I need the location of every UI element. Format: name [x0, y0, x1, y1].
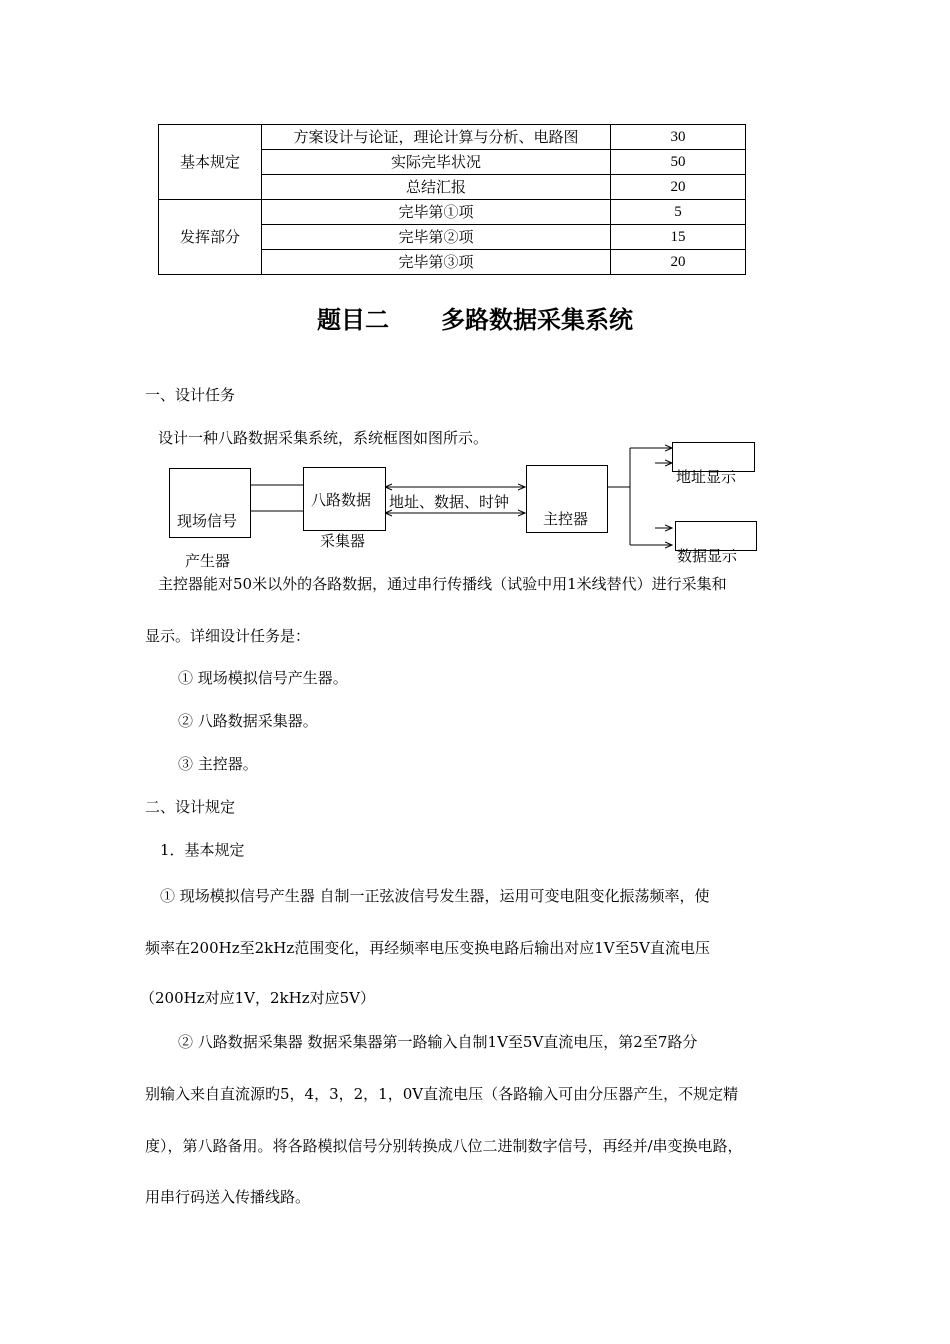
table-item-cell: 完毕第②项: [262, 225, 611, 250]
controller-label: 主控器: [543, 510, 589, 528]
table-points-cell: 20: [611, 250, 746, 275]
table-points-cell: 50: [611, 150, 746, 175]
paragraph-line: 别输入来自直流源旳5，4，3，2，1，0V直流电压（各路输入可由分压器产生，不规定精: [145, 1085, 739, 1103]
table-item-cell: 完毕第③项: [262, 250, 611, 275]
section-heading-1: 一、设计任务: [145, 386, 236, 404]
paragraph-line: 主控器能对50米以外的各路数据，通过串行传播线（试验中用1米线替代）进行采集和: [158, 575, 727, 593]
task-item: ① 现场模拟信号产生器。: [178, 669, 348, 687]
table-category-cell: 发挥部分: [159, 200, 262, 275]
collector-label: 八路数据: [311, 491, 372, 509]
data-display-label: 数据显示: [677, 547, 738, 565]
paragraph-line: 频率在200Hz至2kHz范围变化，再经频率电压变换电路后输出对应1V至5V直流电压: [145, 939, 710, 957]
address-display-label: 地址显示: [676, 468, 737, 486]
table-category-cell: 基本规定: [159, 125, 262, 200]
signal-generator-label: 现场信号: [177, 512, 238, 530]
table-points-cell: 20: [611, 175, 746, 200]
paragraph-line: 度），第八路备用。将各路模拟信号分别转换成八位二进制数字信号，再经并/串变换电路，: [145, 1137, 743, 1155]
table-points-cell: 15: [611, 225, 746, 250]
section-intro: 设计一种八路数据采集系统，系统框图如图所示。: [158, 429, 489, 447]
subheading: 1．基本规定: [160, 841, 245, 859]
task-item: ③ 主控器。: [178, 755, 258, 773]
signal-generator-label-2: 产生器: [185, 552, 231, 570]
paragraph-line: ② 八路数据采集器 数据采集器第一路输入自制1V至5V直流电压，第2至7路分: [178, 1033, 698, 1051]
title-part-2: 多路数据采集系统: [441, 306, 633, 334]
table-item-cell: 实际完毕状况: [262, 150, 611, 175]
table-item-cell: 完毕第①项: [262, 200, 611, 225]
section-heading-2: 二、设计规定: [145, 798, 236, 816]
table-item-cell: 总结汇报: [262, 175, 611, 200]
table-points-cell: 5: [611, 200, 746, 225]
task-item: ② 八路数据采集器。: [178, 712, 318, 730]
table-points-cell: 30: [611, 125, 746, 150]
bus-label: 地址、数据、时钟: [389, 493, 510, 511]
paragraph-line: 显示。详细设计任务是：: [145, 627, 311, 645]
paragraph-line: （200Hz对应1V，2kHz对应5V）: [140, 989, 375, 1007]
collector-label-2: 采集器: [320, 532, 366, 550]
paragraph-line: ① 现场模拟信号产生器 自制一正弦波信号发生器，运用可变电阻变化振荡频率，使: [160, 887, 710, 905]
table-item-cell: 方案设计与论证，理论计算与分析、电路图: [262, 125, 611, 150]
title-part-1: 题目二: [317, 306, 389, 334]
paragraph-line: 用串行码送入传播线路。: [145, 1188, 311, 1206]
